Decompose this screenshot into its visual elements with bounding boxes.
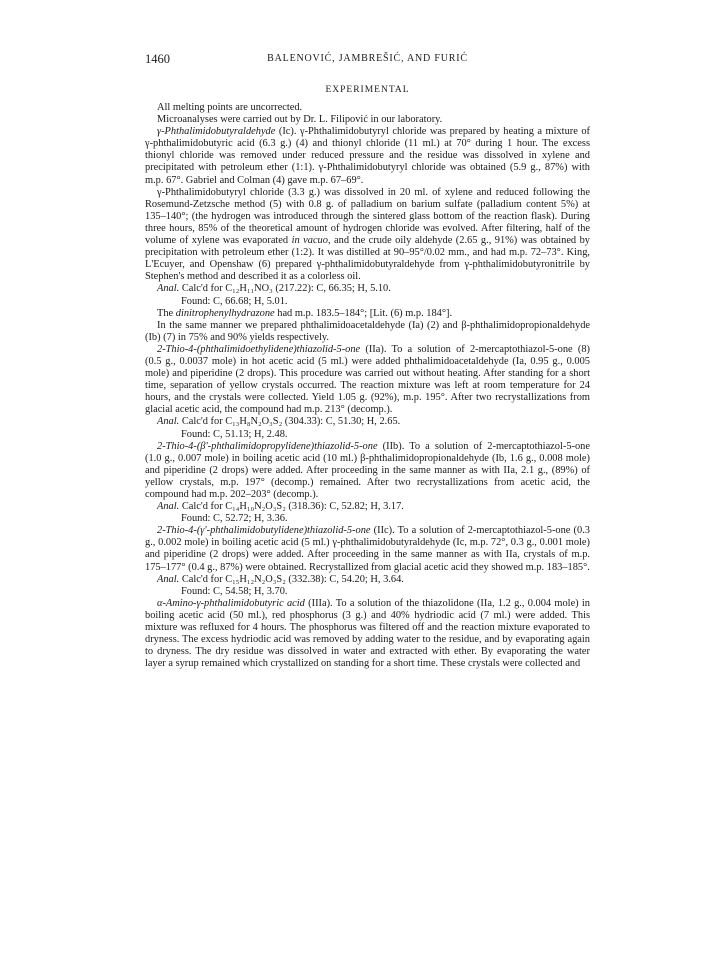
analysis-found-1: Found: C, 66.68; H, 5.01. bbox=[181, 295, 288, 307]
anal-calc: Calc'd for C₁₅H₁₂N₂O₃S₂ (332.38): C, 54.20; H, 3.64. bbox=[179, 573, 404, 585]
analysis-calc-1 bbox=[145, 283, 590, 295]
paragraph-text: (Ic). γ-Phthalimidobutyryl chloride was prepared by heating a mixture of γ-phthalimidobutyric acid (6.3 g.) (4) and thionyl chloride (11 ml.) at 70° during 1 hour. The excess thionyl chloride was removed under reduced pressure and the residue was dissolved in xylene and precipitated with petroleum ether (1:1). γ-Phthalimidobutyryl chloride was obtained (5.9 g., 87%) with m.p. 67°. Gabriel and Colman (4) gave m.p. 67–69°. bbox=[145, 126, 590, 186]
paragraph-text: The bbox=[157, 307, 176, 319]
paragraph-melting-points: All melting points are uncorrected. bbox=[157, 102, 303, 113]
anal-calc: Calc'd for C₁₄H₁₀N₂O₃S₂ (318.36): C, 52.82; H, 3.17. bbox=[179, 501, 404, 513]
paragraph-text: had m.p. 183.5–184°; [Lit. (6) m.p. 184°]. bbox=[274, 307, 453, 319]
paragraph-text: (IIa). To a solution of 2-mercaptothiazol-5-one (8) (0.5 g., 0.0037 mole) in hot acetic acid (5 ml.) were added phthalimidoacetaldehyde (Ia, 0.95 g., 0.005 mole) and piperidine (2 drops). This procedure was carried out without heating. After standing for a short time, separation of yellow crystals occurred. The reaction mixture was left at room temperature for 24 hours, and the crystals were collected. Yield 1.05 g. (92%), m.p. 195°. After two recrystallizations from glacial acetic acid, the compound had m.p. 213° (decomp.). bbox=[145, 343, 590, 416]
analysis-found-4: Found: C, 54.58; H, 3.70. bbox=[181, 585, 288, 597]
compound-title: γ-Phthalimidobutyraldehyde bbox=[157, 126, 276, 138]
analysis-found-3: Found: C, 52.72; H, 3.36. bbox=[181, 513, 288, 525]
paragraph-thiazolidone-iia bbox=[145, 344, 590, 417]
compound-title: 2-Thio-4-(γ'-phthalimidobutylidene)thiazolid-5-one bbox=[157, 525, 371, 537]
paragraph-microanalyses: Microanalyses were carried out by Dr. L. Filipović in our laboratory. bbox=[157, 114, 443, 126]
paragraph-same-manner: In the same manner we prepared phthalimidoacetaldehyde (Ia) (2) and β-phthalimidopropionaldehyde (Ib) (7) in 75% and 90% yields respectively. bbox=[145, 319, 590, 343]
paragraph-amino-acid bbox=[145, 598, 590, 671]
anal-label: Anal. bbox=[157, 283, 180, 295]
paragraph-text: , and the crude oily aldehyde (2.65 g., 91%) was obtained by precipitation with petroleum ether (1:2). It was distilled at 90–95°/0.02 mm., and had m.p. 72–73°. King, L'Ecuyer, and Openshaw (6) prepared γ-phthalimidobutyraldehyde from γ-phthalimidobutyronitrile by Stephen's method and described it as a colorless oil. bbox=[145, 235, 590, 283]
paragraph-text: (IIb). To a solution of 2-mercaptothiazol-5-one (1.0 g., 0.007 mole) in boiling acetic acid (10 ml.) β-phthalimidopropionaldehyde (Ib, 1.6 g., 0.008 mole) and piperidine (2 drops) were added. After proceeding in the same manner as with IIa, 2.1 g., (89%) of yellow crystals, m.p. 197° (decomp.) remained. After two recrystallizations from acetic acid, the compound had m.p. 202–203° (decomp.). bbox=[145, 440, 590, 500]
anal-calc: Calc'd for C₁₃H₈N₂O₃S₂ (304.33): C, 51.30; H, 2.65. bbox=[179, 416, 401, 428]
compound-title: dinitrophenylhydrazone bbox=[175, 307, 275, 319]
body-text bbox=[145, 102, 590, 670]
paragraph-thiazolidone-iib bbox=[145, 441, 590, 501]
paragraph-text: (IIc). To a solution of 2-mercaptothiazol-5-one (0.3 g., 0.002 mole) in boiling acetic acid (5 ml.) γ-phthalimidobutyraldehyde (Ic, m.p. 72°, 0.3 g., 0.001 mole) and piperidine (2 drops) were added. After proceeding in the same manner as with IIa, crystals of m.p. 175–177° (0.4 g., 87%) were obtained. Recrystallized from glacial acetic acid they showed m.p. 183–185°. bbox=[145, 525, 590, 573]
paragraph-reduction bbox=[145, 187, 590, 284]
paragraph-phthalimidobutyraldehyde bbox=[145, 126, 590, 186]
anal-label: Anal. bbox=[157, 573, 180, 585]
paragraph-text: γ-Phthalimidobutyryl chloride (3.3 g.) was dissolved in 20 ml. of xylene and reduced following the Rosemund-Zetzsche method (5) with 0.8 g. of palladium on barium sulfate (palladium content 5%) at 135–140°; (the hydrogen was introduced through the sintered glass bottom of the reaction flask). During three hours, 85% of the theoretical amount of hydrogen chloride was evolved. After filtering, half of the volume of xylene was evaporated bbox=[145, 186, 590, 247]
paragraph-dinitrophenylhydrazone bbox=[145, 308, 590, 320]
section-title: EXPERIMENTAL bbox=[325, 85, 410, 95]
analysis-calc-2 bbox=[145, 416, 590, 428]
analysis-found-2: Found: C, 51.13; H, 2.48. bbox=[181, 428, 288, 440]
paragraph-text: (IIIa). To a solution of the thiazolidone (IIa, 1.2 g., 0.004 mole) in boiling acetic acid (50 ml.), red phosphorus (3 g.) and 40% hydriodic acid (7 ml.) were added. This mixture was refluxed for 4 hours. The phosphorus was filtered off and the reaction mixture evaporated to dryness. The excess hydriodic acid was removed by adding water to the residue, and by evaporating again to dryness. The dry residue was dissolved in water and extracted with ether. By evaporating the water layer a syrup remained which crystallized on standing for a short time. These crystals were collected and bbox=[145, 597, 590, 670]
paragraph-thiazolidone-iic bbox=[145, 525, 590, 573]
running-head: BALENOVIĆ, JAMBREŠIĆ, AND FURIĆ bbox=[267, 53, 468, 64]
page-number: 1460 bbox=[145, 52, 170, 66]
anal-label: Anal. bbox=[157, 416, 180, 428]
anal-label: Anal. bbox=[157, 501, 180, 513]
page-header bbox=[145, 52, 590, 68]
in-vacuo: in vacuo bbox=[291, 235, 328, 247]
anal-calc: Calc'd for C₁₂H₁₁NO₃ (217.22): C, 66.35; H, 5.10. bbox=[179, 283, 391, 295]
analysis-calc-4 bbox=[145, 574, 590, 586]
analysis-calc-3 bbox=[145, 501, 590, 513]
compound-title: 2-Thio-4-(β'-phthalimidopropylidene)thiazolid-5-one bbox=[157, 440, 378, 452]
compound-title: 2-Thio-4-(phthalimidoethylidene)thiazolid-5-one bbox=[157, 343, 361, 355]
compound-title: α-Amino-γ-phthalimidobutyric acid bbox=[157, 597, 305, 609]
